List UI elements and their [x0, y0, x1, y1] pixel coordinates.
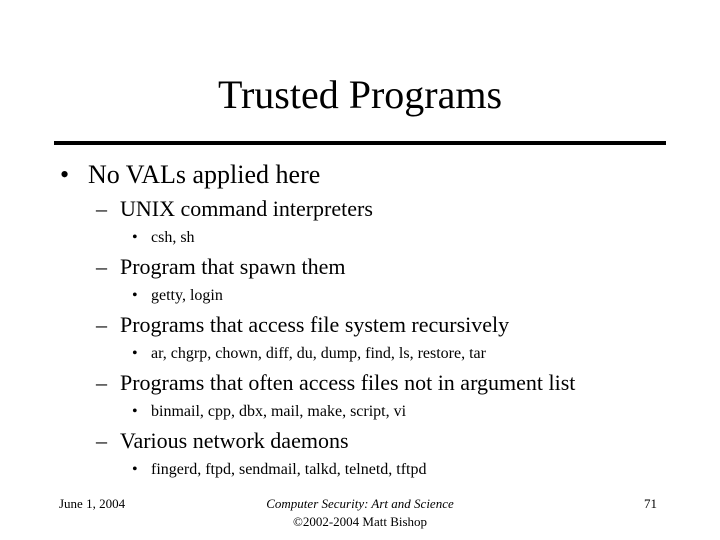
detail-bullet-text: fingerd, ftpd, sendmail, talkd, telnetd, tftpd — [151, 461, 427, 478]
dash-icon: – — [96, 428, 107, 453]
detail-bullet — [132, 286, 223, 306]
sub-bullet-text: UNIX command interpreters — [120, 196, 373, 221]
footer-page-number: 71 — [644, 496, 657, 511]
bullet-dot-icon: • — [132, 403, 138, 420]
footer-book-title: Computer Security: Art and Science — [266, 496, 454, 511]
sub-bullet-text: Programs that access file system recursively — [120, 312, 510, 337]
sub-bullet — [96, 196, 373, 222]
detail-bullet-text: getty, login — [151, 287, 223, 304]
main-bullet — [60, 160, 320, 190]
sub-bullet-text: Program that spawn them — [120, 254, 346, 279]
detail-bullet — [132, 460, 427, 480]
detail-bullet — [132, 402, 406, 422]
bullet-dot-icon: • — [132, 461, 138, 478]
bullet-dot-icon: • — [132, 345, 138, 362]
bullet-dot-icon: • — [60, 160, 70, 189]
detail-bullet-text: csh, sh — [151, 229, 195, 246]
sub-bullet-text: Programs that often access files not in argument list — [120, 370, 576, 395]
bullet-dot-icon: • — [132, 287, 138, 304]
footer-date: June 1, 2004 — [59, 496, 126, 511]
slide-title: Trusted Programs — [217, 72, 503, 117]
detail-bullet — [132, 344, 486, 364]
detail-bullet-text: binmail, cpp, dbx, mail, make, script, vi — [151, 403, 407, 420]
dash-icon: – — [96, 196, 107, 221]
sub-bullet — [96, 312, 509, 338]
sub-bullet-text: Various network daemons — [120, 428, 349, 453]
bullet-dot-icon: • — [132, 229, 138, 246]
sub-bullet — [96, 428, 349, 454]
dash-icon: – — [96, 370, 107, 395]
footer-credit — [210, 495, 510, 531]
sub-bullet — [96, 370, 575, 396]
detail-bullet-text: ar, chgrp, chown, diff, du, dump, find, ls, restore, tar — [151, 345, 486, 362]
detail-bullet — [132, 228, 195, 248]
sub-bullet — [96, 254, 345, 280]
main-bullet-text: No VALs applied here — [88, 160, 321, 189]
title-divider — [54, 141, 666, 145]
dash-icon: – — [96, 254, 107, 279]
footer-copyright: ©2002-2004 Matt Bishop — [292, 514, 428, 529]
dash-icon: – — [96, 312, 107, 337]
